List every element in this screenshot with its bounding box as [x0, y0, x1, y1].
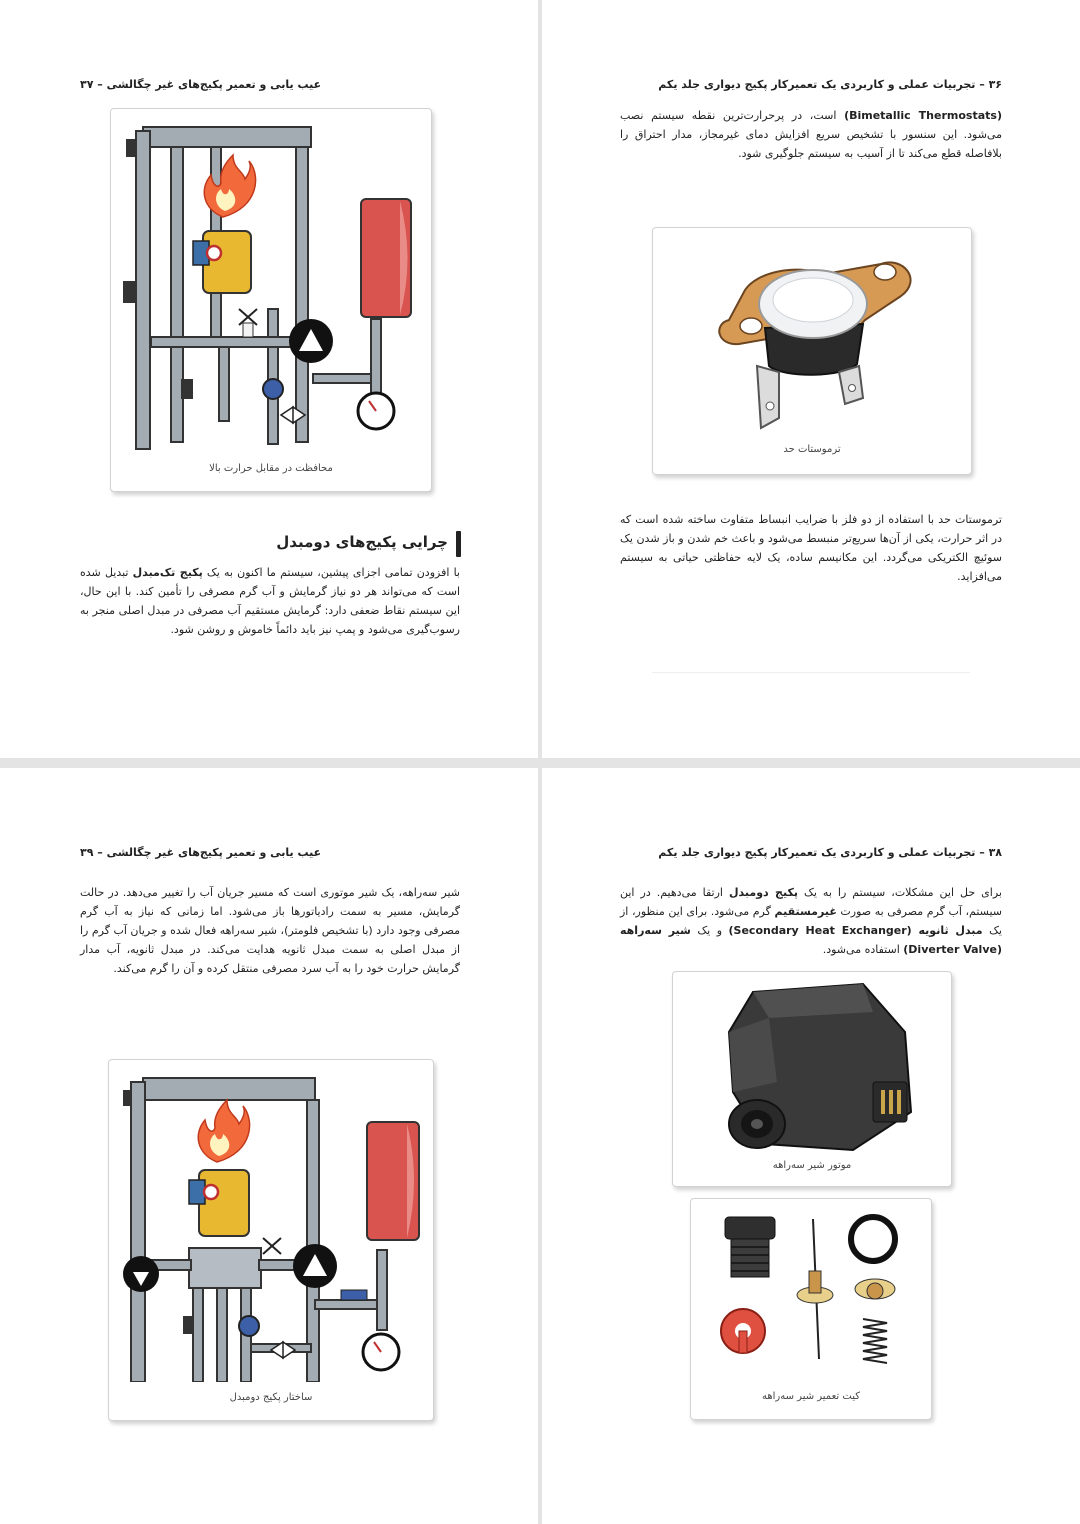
pressure-gauge-icon — [358, 393, 394, 429]
diverter-valve-repair-kit-image — [691, 1199, 931, 1387]
page-38 — [542, 768, 1080, 1524]
body-paragraph: ترموستات حد با استفاده از دو فلز با ضرایب انبساط متفاوت ساخته شده است که در اثر حرارت، یکی از آن‌ها سریع‌تر منبسط می‌شود و باعث خم شدن و باز شدن یک سوئیچ الکتریکی می‌گردد. این مکانیسم ساده، یک لایه حفاظتی حیاتی به سیستم می‌افزاید. — [620, 513, 1002, 583]
figure-card — [672, 971, 952, 1187]
intro-paragraph: (Bimetallic Thermostats) است، در پرحرارت‌ترین نقطه سیستم نصب می‌شود. این سنسور با تشخیص سریع افزایش دمای غیرمجاز، مدار احتراق را بلافاصله قطع می‌کند تا از آسیب به سیستم جلوگیری شود. — [620, 109, 1002, 160]
figure-card — [110, 108, 432, 492]
figure-card — [652, 227, 972, 475]
section-title-bar — [456, 531, 461, 557]
figure-card — [690, 1198, 932, 1420]
figure-caption: موتور شیر سه‌راهه — [772, 1160, 852, 1171]
diverter-valve-icon — [123, 1256, 159, 1292]
page-39 — [0, 768, 538, 1524]
gas-valve-icon — [193, 231, 251, 293]
pressure-gauge-icon — [363, 1334, 399, 1370]
body-paragraph: برای حل این مشکلات، سیستم را به یک پکیج دومبدل ارتقا می‌دهیم. در این سیستم، آب گرم مصرفی به صورت غیرمستقیم گرم می‌شود. برای این منظور، از یک مبدل ثانویه (Secondary Heat Exchanger) و یک شیر سه‌راهه (Diverter Valve) استفاده می‌شود. — [620, 886, 1003, 956]
body-paragraph: شیر سه‌راهه، یک شیر موتوری است که مسیر جریان آب را تغییر می‌دهد. در حالت گرمایش، مسیر به سمت رادیاتورها باز می‌شود. اما زمانی که نیاز به آب گرم مصرفی وجود دارد (با تشخیص فلومتر)، شیر سه‌راهه فعال شده و جریان آب گرم را از مبدل اصلی به سمت مبدل ثانویه هدایت می‌کند. در مبدل ثانویه، آب مدار گرمایش حرارت خود را به آب سرد مصرفی منتقل کرده و آن را گرم می‌کند. — [80, 886, 460, 975]
body-paragraph: با افزودن تمامی اجزای پیشین، سیستم ما اکنون به یک پکیج تک‌مبدل تبدیل شده است که می‌تواند هر دو نیاز گرمایش و آب گرم مصرفی را تأمین کند. با این حال، این سیستم نقاط ضعفی دارد: گرمایش مستقیم آب مصرفی در مبدل اصلی منجر به رسوب‌گیری می‌شود و پمپ نیز باید دائماً خاموش و روشن شود. — [80, 566, 460, 636]
figure-caption: ساختار پکیج دومبدل — [229, 1392, 313, 1403]
page-37 — [0, 0, 538, 758]
figure-caption: محافظت در مقابل حرارت بالا — [209, 463, 333, 474]
pump-icon — [289, 319, 333, 363]
limit-thermostat-image — [653, 228, 971, 440]
o-ring — [851, 1217, 895, 1261]
red-gear-icon — [721, 1309, 765, 1353]
flow-sensor — [263, 379, 283, 399]
double-exchanger-boiler-diagram — [109, 1060, 433, 1382]
page-header: ۳۶ – تجربیات عملی و کاربردی یک تعمیرکار پکیج دیواری جلد یکم — [658, 78, 1002, 91]
connector-pins — [873, 1082, 907, 1122]
page-36 — [542, 0, 1080, 758]
flow-sensor — [239, 1316, 259, 1336]
page-header: عیب یابی و تعمیر پکیج‌های غیر چگالشی – ۳۹ — [80, 846, 322, 859]
single-exchanger-boiler-diagram — [111, 109, 431, 454]
diverter-valve-motor-image — [673, 972, 951, 1154]
figure-caption: کیت تعمیر شیر سه‌راهه — [762, 1391, 860, 1402]
section-title: چرایی پکیج‌های دومبدل — [276, 533, 448, 551]
page-header: عیب یابی و تعمیر پکیج‌های غیر چگالشی – ۳۷ — [80, 78, 322, 91]
flame-icon — [198, 1100, 249, 1162]
pump-icon — [293, 1244, 337, 1288]
gas-valve-icon — [189, 1170, 249, 1236]
spring-icon — [863, 1319, 887, 1363]
figure-caption: ترموستات حد — [783, 444, 841, 455]
divider — [652, 672, 970, 673]
page-header: ۳۸ – تجربیات عملی و کاربردی یک تعمیرکار پکیج دیواری جلد یکم — [658, 846, 1002, 859]
figure-card — [108, 1059, 434, 1421]
